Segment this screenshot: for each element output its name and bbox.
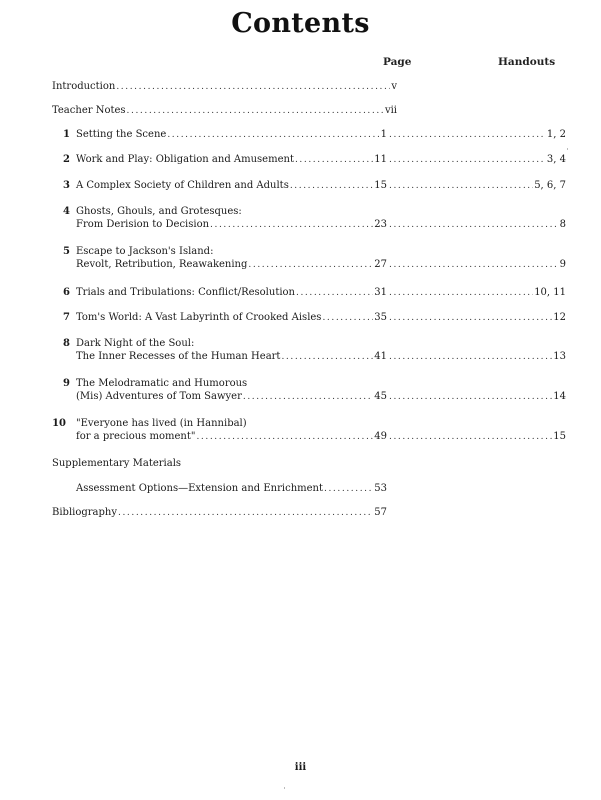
- dot-leader: [389, 431, 552, 444]
- handout-leader-line: [389, 350, 566, 364]
- dot-leader: [389, 312, 552, 325]
- toc-entry-line: [76, 430, 387, 444]
- page-number-ref: 31: [374, 287, 387, 298]
- dot-leader: [389, 180, 533, 193]
- entry-title: Bibliography: [52, 507, 117, 518]
- entry-title: Introduction: [52, 81, 116, 92]
- page-number-ref: 57: [374, 507, 387, 518]
- handout-numbers: 1, 2: [546, 129, 566, 140]
- entry-title: Trials and Tribulations: Conflict/Resolution: [76, 287, 295, 298]
- chapter-number: 1: [63, 129, 70, 140]
- dot-leader: [116, 81, 390, 94]
- handout-numbers: 12: [553, 312, 566, 323]
- toc-entry-line: [52, 104, 397, 118]
- dot-leader: [167, 129, 379, 142]
- entry-title: A Complex Society of Children and Adults: [76, 180, 289, 191]
- entry-title: From Derision to Decision: [76, 219, 210, 230]
- chapter-number: 5: [63, 246, 70, 257]
- entry-title: Setting the Scene: [76, 129, 167, 140]
- entry-title-line-1: Ghosts, Ghouls, and Grotesques:: [76, 206, 242, 217]
- dot-leader: [389, 154, 546, 167]
- entry-title: Tom's World: A Vast Labyrinth of Crooked Aisles: [76, 312, 322, 323]
- chapter-number: 6: [63, 287, 70, 298]
- page-number-ref: 53: [374, 483, 387, 494]
- dot-leader: [389, 391, 552, 404]
- chapter-number: 7: [63, 312, 70, 323]
- handout-leader-line: [389, 218, 566, 232]
- handout-numbers: 14: [553, 391, 566, 402]
- handout-leader-line: [389, 128, 566, 142]
- toc-entry-line: [76, 286, 387, 300]
- page-number-ref: 15: [374, 180, 387, 191]
- dot-leader: [118, 507, 373, 520]
- toc-entry-line: [76, 311, 387, 325]
- entry-title-line-1: The Melodramatic and Humorous: [76, 378, 248, 389]
- page-number-ref: 27: [374, 259, 387, 270]
- handout-leader-line: [389, 258, 566, 272]
- chapter-number: 4: [63, 206, 70, 217]
- dot-leader: [248, 259, 373, 272]
- entry-title: Teacher Notes: [52, 105, 126, 116]
- toc-entry-line: [76, 179, 387, 193]
- page-number-ref: 11: [374, 154, 387, 165]
- page-number-ref: v: [391, 81, 397, 92]
- dot-leader: [243, 391, 373, 404]
- column-header-page: Page: [383, 56, 412, 68]
- dot-leader: [295, 154, 373, 167]
- dot-leader: [322, 312, 373, 325]
- dot-leader: [324, 483, 373, 496]
- handout-numbers: 10, 11: [534, 287, 566, 298]
- chapter-number: 8: [63, 338, 70, 349]
- entry-title-line-1: "Everyone has lived (in Hannibal): [76, 418, 247, 429]
- dot-leader: [296, 287, 373, 300]
- page-number: iii: [294, 762, 307, 773]
- page-number-ref: 23: [374, 219, 387, 230]
- handout-leader-line: [389, 153, 566, 167]
- handout-leader-line: [389, 390, 566, 404]
- toc-entry-line: [52, 506, 387, 520]
- dot-leader: [389, 129, 546, 142]
- handout-leader-line: [389, 179, 566, 193]
- toc-entry-line: [76, 258, 387, 272]
- toc-entry-line: [76, 482, 387, 496]
- handout-numbers: 3, 4: [546, 154, 566, 165]
- chapter-number: 10: [52, 418, 66, 429]
- chapter-number: 9: [63, 378, 70, 389]
- dot-leader: [196, 431, 373, 444]
- dot-leader: [389, 259, 559, 272]
- entry-title: The Inner Recesses of the Human Heart: [76, 351, 281, 362]
- handout-leader-line: [389, 311, 566, 325]
- dot-leader: [389, 219, 559, 232]
- entry-title: Revolt, Retribution, Reawakening: [76, 259, 248, 270]
- section-heading: Supplementary Materials: [52, 458, 182, 469]
- handout-leader-line: [389, 430, 566, 444]
- dot-leader: [281, 351, 373, 364]
- chapter-number: 3: [63, 180, 70, 191]
- toc-entry-line: [76, 390, 387, 404]
- handout-numbers: 15: [553, 431, 566, 442]
- chapter-number: 2: [63, 154, 70, 165]
- toc-entry-line: [76, 350, 387, 364]
- handout-numbers: 13: [553, 351, 566, 362]
- scan-speck: [567, 148, 568, 150]
- dot-leader: [290, 180, 373, 193]
- entry-title: Work and Play: Obligation and Amusement: [76, 154, 294, 165]
- dot-leader: [389, 287, 533, 300]
- page-number-ref: 1: [380, 129, 387, 140]
- column-header-handouts: Handouts: [498, 56, 556, 68]
- handout-numbers: 8: [559, 219, 566, 230]
- handout-numbers: 9: [559, 259, 566, 270]
- entry-title-line-1: Escape to Jackson's Island:: [76, 246, 214, 257]
- toc-entry-line: [52, 80, 397, 94]
- page-title: Contents: [231, 8, 370, 39]
- toc-entry-line: [76, 218, 387, 232]
- toc-entry-line: [76, 128, 387, 142]
- dot-leader: [127, 105, 384, 118]
- handout-numbers: 5, 6, 7: [534, 180, 566, 191]
- entry-title-line-1: Dark Night of the Soul:: [76, 338, 195, 349]
- dot-leader: [210, 219, 373, 232]
- entry-title: Assessment Options—Extension and Enrichment: [76, 483, 324, 494]
- page-number-ref: 41: [374, 351, 387, 362]
- handout-leader-line: [389, 286, 566, 300]
- entry-title: for a precious moment": [76, 431, 196, 442]
- page-number-ref: 35: [374, 312, 387, 323]
- page-number-ref: vii: [384, 105, 397, 116]
- dot-leader: [389, 351, 552, 364]
- page-number-ref: 45: [374, 391, 387, 402]
- toc-entry-line: [76, 153, 387, 167]
- page-number-ref: 49: [374, 431, 387, 442]
- scan-speck: [284, 787, 285, 789]
- entry-title: (Mis) Adventures of Tom Sawyer: [76, 391, 242, 402]
